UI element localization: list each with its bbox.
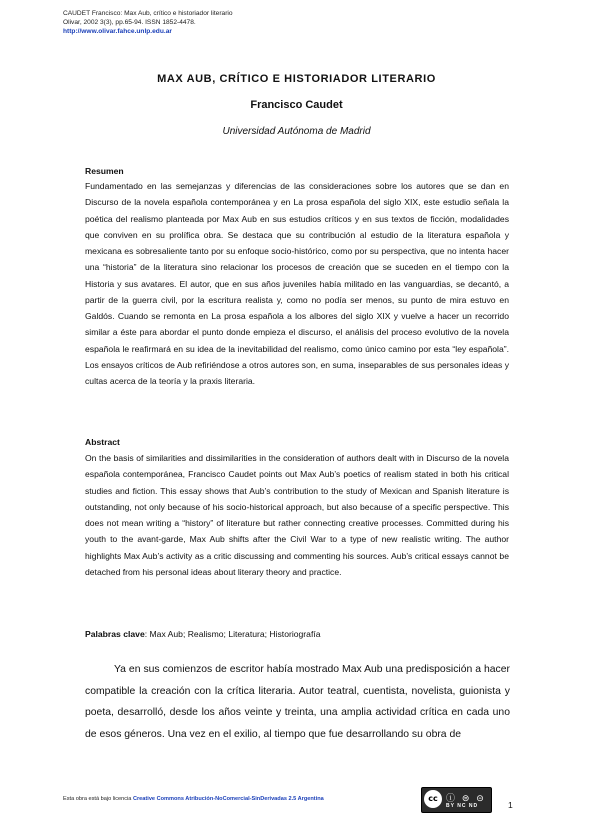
keywords xyxy=(85,629,321,639)
author-affiliation: Universidad Autónoma de Madrid xyxy=(222,126,371,137)
cc-icon: cc xyxy=(424,790,442,808)
resumen-text: Fundamentado en las semejanzas y diferencias de las consideraciones sobre los autores que se dan en Discurso de la novela española contemporánea y en La prosa española del siglo XIX, este estudio señala la poética del realismo planteada por Max Aub en sus estudios críticos y en sus textos de ficción, modalidades que conviven en su prolífica obra. Se destaca que su contribución al estudio de la literatura española y mexicana es sobresaliente tanto por su enfoque socio-histórico, como por su perspectiva, que no intenta hacer una “historia” de la literatura sino relacionar los procesos de creación que se suceden en el tiempo con la Historia y sus avatares. El autor, que en sus años juveniles había militado en las vanguardias, se decantó, a partir de la guerra civil, por la escritura realista y, como no podía ser menos, su punto de mira estuvo en Galdós. Cuando se remonta en La prosa española a los albores del siglo XIX y vuelve a hacer un recorrido similar a éste para abordar el punto donde empieza el discurso, el análisis del proceso evolutivo de la novela española le reafirmará en su idea de la inevitabilidad del realismo, como único camino por esta “ley española”. Los ensayos críticos de Aub refiriéndose a otros autores son, en suma, inseparables de sus personales ideas y cultas acerca de la teoría y la praxis literaria. xyxy=(85,181,509,386)
citation-line: CAUDET Francisco: Max Aub, crítico e historiador literario xyxy=(63,10,233,17)
cc-license-badge[interactable] xyxy=(421,787,492,813)
abstract-heading: Abstract xyxy=(85,437,120,447)
abstract-text: On the basis of similarities and dissimilarities in the consideration of authors dealt with in Discurso de la novela española contemporánea, Francisco Caudet points out Max Aub’s poetics of realism stated in both his critical studies and fiction. This essay shows that Aub’s contribution to the study of Mexican and Spanish literature is outstanding, not only because of his socio-historical approach, but also because of a specific perspective. This does not mean writing a “history” of literature but rather connecting creative processes. Committed during his youth to the avant-garde, Max Aub shifts after the Civil War to a type of new realistic writing. The author highlights Max Aub’s activity as a critic discussing and commenting his sources. Aub’s critical essays cannot be detached from his personal ideas about literary theory and practice. xyxy=(85,453,509,577)
journal-url-link[interactable]: http://www.olivar.fahce.unlp.edu.ar xyxy=(63,28,172,35)
body-paragraph: Ya en sus comienzos de escritor había mostrado Max Aub una predisposición a hacer compatible la creación con la crítica literaria. Autor teatral, cuentista, novelista, guionista y poeta, desarrolló, desde los años veinte y treinta, una amplia actividad crítica en cada uno de esos géneros. Una vez en el exilio, al tiempo que fue desarrollando su obra de xyxy=(85,664,510,740)
page-number: 1 xyxy=(508,800,513,810)
author-name: Francisco Caudet xyxy=(250,99,343,111)
journal-line: Olivar, 2002 3(3), pp.65-94. ISSN 1852-4478. xyxy=(63,19,196,26)
by-nc-nd-icon: ⓘ ⊜ ⊝ xyxy=(446,794,486,804)
license-terms-label: BY NC ND xyxy=(446,803,479,809)
license-footer xyxy=(63,796,324,802)
keywords-text: : Max Aub; Realismo; Literatura; Historiografía xyxy=(144,629,321,639)
license-link[interactable]: Creative Commons Atribución-NoComercial-SinDerivadas 2.5 Argentina xyxy=(132,796,324,802)
license-prefix: Esta obra está bajo licencia xyxy=(63,796,133,802)
document-header xyxy=(63,9,533,36)
keywords-label: Palabras clave xyxy=(85,629,145,639)
article-title: MAX AUB, CRÍTICO E HISTORIADOR LITERARIO xyxy=(157,73,436,85)
resumen-heading: Resumen xyxy=(85,166,124,176)
